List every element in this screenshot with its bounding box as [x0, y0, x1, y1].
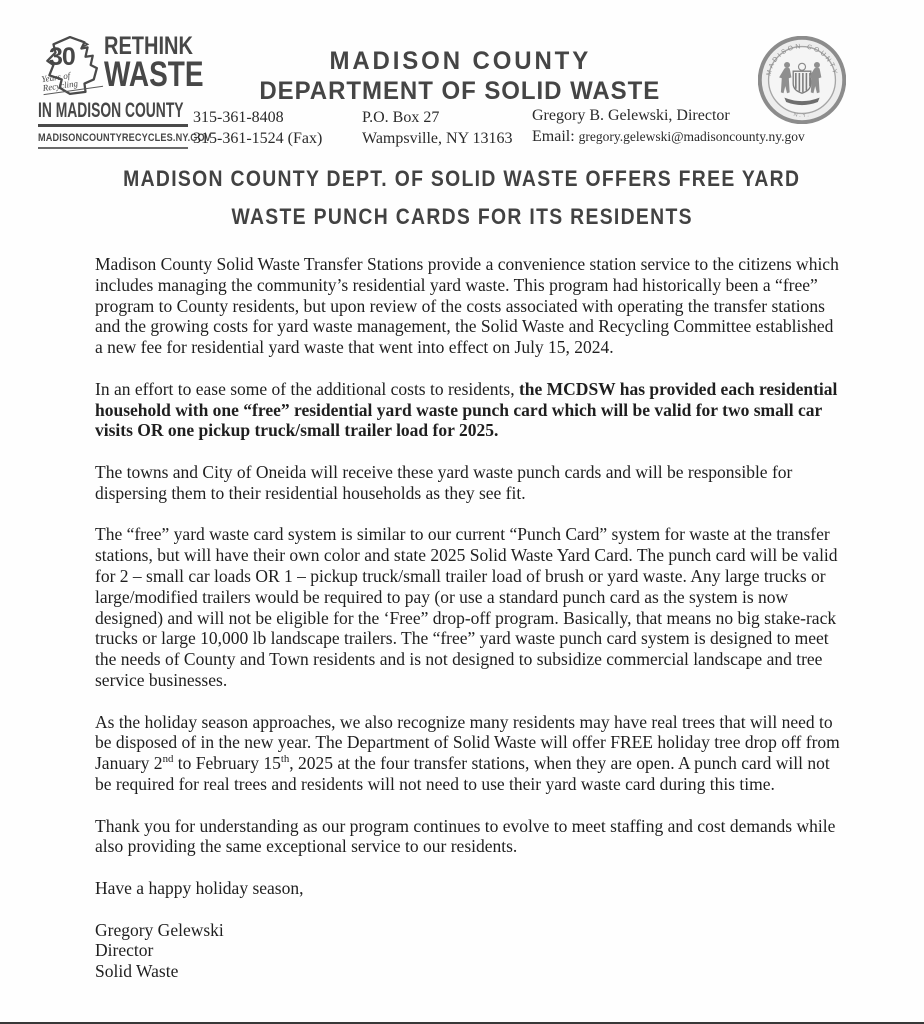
logo-word-waste: WASTE [104, 55, 204, 94]
org-name-line2: DEPARTMENT OF SOLID WASTE [259, 77, 661, 105]
logo-rethink-waste-text [104, 32, 228, 94]
city-state-zip: Wampsville, NY 13163 [362, 130, 513, 147]
signature-name: Gregory Gelewski [95, 919, 224, 940]
paragraph-punch-card-offer: In an effort to ease some of the additional costs to residents, the MCDSW has provided each residential household with one “free” residential yard waste punch card which will be valid for two small car visits OR one pickup truck/small trailer load for 2025. [95, 378, 838, 441]
letter-body [95, 254, 840, 982]
phone-number: 315-361-8408 [193, 109, 284, 126]
fax-number: 315-361-1524 (Fax) [193, 130, 323, 147]
signature-role: Director [95, 940, 154, 961]
logo-years-caption: Years of Recycling [41, 67, 103, 95]
rethink-waste-logo [38, 32, 212, 149]
signature-department: Solid Waste [95, 961, 179, 982]
contact-phone-block [193, 107, 322, 149]
paragraph-holiday-trees: As the holiday season approaches, we also recognize many residents may have real trees that will need to be disposed of in the new year. The Department of Solid Waste will offer FREE holiday tree drop off from January 2nd to February 15th, 2025 at the four transfer stations, when they are open. A punch card will not be required for real trees and residents will not need to use their yard waste card during this time. [95, 711, 840, 794]
logo-divider-top [38, 124, 188, 127]
seal-ring-top-text: MADISON COUNTY [765, 43, 839, 77]
logo-in-madison-county: IN MADISON COUNTY [38, 99, 184, 122]
org-name-line1: MADISON COUNTY [329, 47, 591, 75]
paragraph-card-system-details: The “free” yard waste card system is similar to our current “Punch Card” system for waste at the transfer stations, but will have their own color and state 2025 Solid Waste Yard Card. The punch card will be valid for 2 – small car loads OR 1 – pickup truck/small trailer load of brush or yard waste. Any large trucks or large/modified trailers would be required to pay (or use a standard punch card as the system is now designed) and will not be eligible for the ‘Free” drop-off program. Basically, that means no big stake-rack trucks or large 10,000 lb landscape trailers. The “free” yard waste punch card system is designed to meet the needs of County and Town residents and is not designed to subsidize commercial landscape and tree service businesses. [95, 524, 838, 690]
paragraph-closing: Have a happy holiday season, [95, 877, 304, 898]
po-box: P.O. Box 27 [362, 109, 440, 126]
document-title-line1: MADISON COUNTY DEPT. OF SOLID WASTE OFFERS FREE YARD [123, 166, 801, 191]
email-label: Email: [532, 128, 575, 145]
paragraph-thank-you: Thank you for understanding as our program continues to evolve to meet staffing and cost demands while also providing the same exceptional service to our residents. [95, 815, 836, 857]
seal-ring-bottom-text: N.Y. [792, 111, 812, 120]
paragraph-intro: Madison County Solid Waste Transfer Stations provide a convenience station service to the citizens which includes managing the community’s residential yard waste. This program had historically been a “free” program to County residents, but upon review of the costs associated with operating the transfer stations and the growing costs for yard waste management, the Solid Waste and Recycling Committee established a new fee for residential yard waste that went into effect on July 15, 2024. [95, 254, 839, 358]
madison-county-outline-icon [38, 34, 102, 96]
logo-website-url: MADISONCOUNTYRECYCLES.NY.GOV [38, 132, 212, 144]
director-name: Gregory B. Gelewski, Director [532, 107, 730, 124]
logo-word-rethink: RETHINK [104, 32, 193, 60]
logo-top-row [38, 32, 204, 96]
signature-block [95, 920, 840, 982]
email-line [532, 126, 805, 147]
letterhead-org-name [225, 46, 695, 106]
email-address: gregory.gelewski@madisoncounty.ny.gov [578, 129, 805, 144]
madison-county-seal-icon [758, 36, 846, 124]
document-title [0, 160, 924, 236]
logo-divider-bottom [38, 147, 188, 149]
paragraph-towns-distribution: The towns and City of Oneida will receive these yard waste punch cards and will be responsible for dispersing them to their residential households as they see fit. [95, 461, 793, 503]
logo-30-years-number: 30 [49, 43, 75, 71]
contact-address-block [362, 107, 513, 149]
document-title-line2: WASTE PUNCH CARDS FOR ITS RESIDENTS [231, 204, 693, 229]
